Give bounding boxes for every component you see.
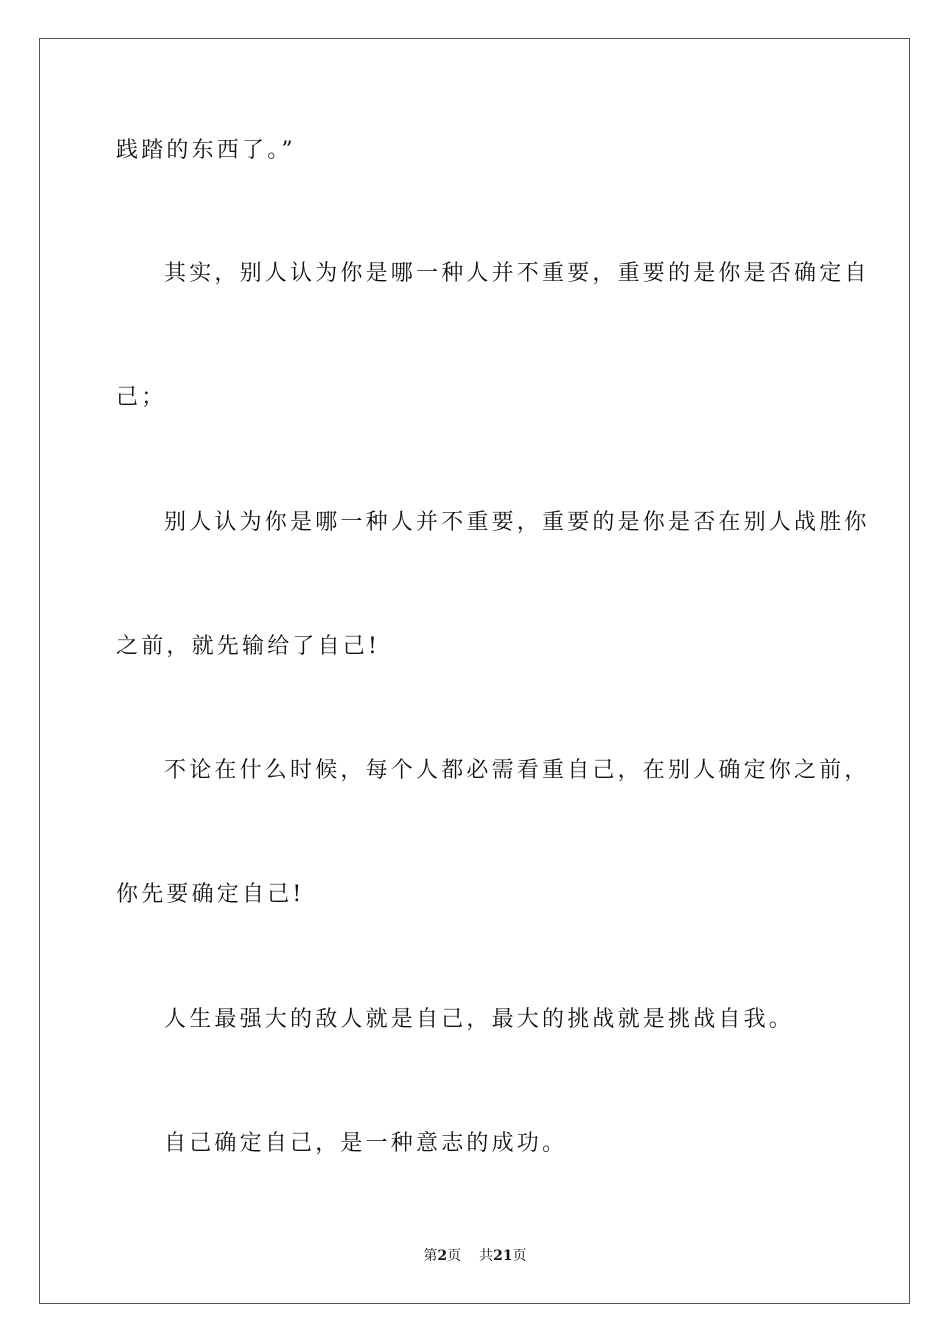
text-line: 己； — [116, 385, 167, 410]
total-suffix: 页 — [512, 1248, 527, 1264]
page-prefix: 第 — [423, 1248, 438, 1264]
page-suffix: 页 — [447, 1248, 462, 1264]
text-line: 人生最强大的敌人就是自己，最大的挑战就是挑战自我。 — [164, 1007, 795, 1032]
text-line: 自己确定自己，是一种意志的成功。 — [164, 1131, 568, 1156]
text-line: 不论在什么时候，每个人都必需看重自己，在别人确定你之前， — [164, 758, 870, 783]
text-line: 践踏的东西了。” — [116, 138, 296, 163]
total-pages: 21 — [493, 1248, 513, 1264]
text-line: 之前，就先输给了自己! — [116, 634, 381, 659]
page-border — [39, 38, 910, 1304]
page-footer — [0, 1246, 950, 1266]
text-line: 其实，别人认为你是哪一种人并不重要，重要的是你是否确定自 — [164, 261, 870, 286]
total-prefix: 共 — [479, 1248, 494, 1264]
text-line: 别人认为你是哪一种人并不重要，重要的是你是否在别人战胜你 — [164, 510, 870, 535]
text-line: 你先要确定自己! — [116, 882, 305, 907]
page-number: 2 — [437, 1248, 448, 1264]
